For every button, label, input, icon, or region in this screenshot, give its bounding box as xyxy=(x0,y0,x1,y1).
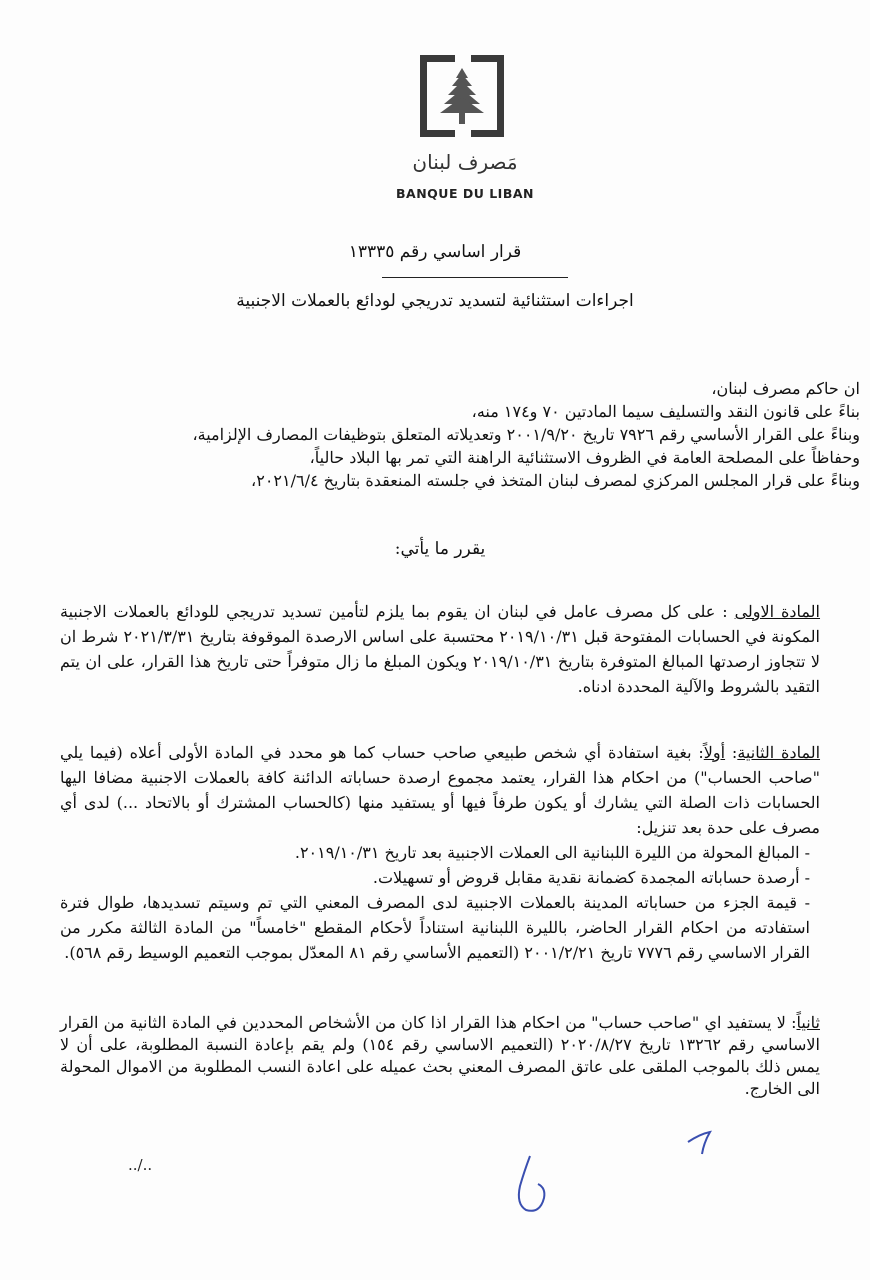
list-item: - أرصدة حساباته المجمدة كضمانة نقدية مقابل قروض أو تسهيلات. xyxy=(372,868,810,887)
cedar-logo-icon xyxy=(438,66,486,126)
preamble-line: وحفاظاً على المصلحة العامة في الظروف الاستثنائية الراهنة التي تمر بها البلاد حالياً، xyxy=(309,448,860,467)
section-2-label: ثانياً xyxy=(796,1013,820,1032)
section-1-label: أولاً xyxy=(703,743,726,762)
continuation-mark: ../.. xyxy=(128,1156,153,1174)
title-underline xyxy=(382,277,568,278)
initial-mark-icon xyxy=(680,1120,720,1160)
article-1 xyxy=(60,599,820,699)
article-2-section-2 xyxy=(60,1012,820,1100)
signature-icon xyxy=(500,1150,560,1220)
preamble xyxy=(70,377,860,492)
decision-subject: اجراءات استثنائية لتسديد تدريجي لودائع بالعملات الاجنبية xyxy=(236,291,634,311)
article-1-text: : على كل مصرف عامل في لبنان ان يقوم بما يلزم لتأمين تسديد تدريجي للودائع بالعملات الاجنبية المكونة في الحسابات المفتوحة قبل ٢٠١٩/١٠/٣١ محتسبة على اساس الارصدة الموقوفة بتاريخ ٢٠٢١/٣/٣١ شرط ان لا تتجاوز ارصدتها المبالغ المتوفرة بتاريخ ٢٠١٩/١٠/٣١ ويكون المبلغ ما زال متوفراً حتى تاريخ هذا القرار، على ان يتم التقيد بالشروط والآلية المحددة ادناه. xyxy=(60,602,821,696)
bank-name-french: BANQUE DU LIBAN xyxy=(396,186,534,201)
list-item: - قيمة الجزء من حساباته المدينة بالعملات الاجنبية لدى المصرف المعني التي تم وسيتم تسديدها، طوال فترة استفادته من احكام القرار الحاضر، بالليرة اللبنانية استناداً لأحكام المقطع "خامساً" من المادة الثالثة مكرر من القرار الاساسي رقم ٧٧٧٦ تاريخ ٢٠٠١/٢/٢١ (التعميم الأساسي رقم ٨١ المعدّل بموجب التعميم الوسيط رقم ٥٦٨). xyxy=(60,893,810,962)
article-2: المادة الثانية: أولاً: بغية استفادة أي شخص طبيعي صاحب حساب كما هو محدد في المادة الأولى أعلاه (فيما يلي "صاحب الحساب") من احكام هذا القرار، يعتمد مجموع ارصدة حساباته الدائنة كافة بالعملات الاجنبية مضافا اليها الحسابات ذات الصلة التي يشارك أو يكون طرفاً فيها أو يستفيد منها (كالحساب المشترك أو بالاتحاد ...) لدى أي مصرف على حدة بعد تنزيل: - المبالغ المحولة من الليرة اللبنانية الى العملات الاجنبية بعد تاريخ ٢٠١٩/١٠/٣١. - أرصدة حساباته المجمدة كضمانة نقدية مقابل قروض أو تسهيلات. - قيمة الجزء من حساباته المدينة بالعملات الاجنبية لدى المصرف المعني التي تم وسيتم تسديدها، طوال فترة استفادته من احكام القرار الحاضر، بالليرة اللبنانية استناداً لأحكام المقطع "خامساً" من المادة الثالثة مكرر من القرار الاساسي رقم ٧٧٧٦ تاريخ ٢٠٠١/٢/٢١ (التعميم الأساسي رقم ٨١ المعدّل بموجب التعميم الوسيط رقم ٥٦٨). xyxy=(60,740,820,965)
article-2-label: المادة الثانية xyxy=(737,743,821,762)
bank-name-arabic: مَصرف لبنان xyxy=(412,150,518,174)
article-1-label: المادة الاولى xyxy=(734,602,821,621)
list-item: - المبالغ المحولة من الليرة اللبنانية الى العملات الاجنبية بعد تاريخ ٢٠١٩/١٠/٣١. xyxy=(294,843,810,862)
section-1-text: : بغية استفادة أي شخص طبيعي صاحب حساب كما هو محدد في المادة الأولى أعلاه (فيما يلي "صاحب الحساب") من احكام هذا القرار، يعتمد مجموع ارصدة حساباته الدائنة كافة بالعملات الاجنبية مضافا اليها الحسابات ذات الصلة التي يشارك أو يكون طرفاً فيها أو يستفيد منها (كالحساب المشترك أو بالاتحاد ...) لدى أي مصرف على حدة بعد تنزيل: xyxy=(60,743,820,837)
decides-heading: يقرر ما يأتي: xyxy=(394,539,486,559)
preamble-line: ان حاكم مصرف لبنان، xyxy=(711,379,860,398)
decision-title: قرار اساسي رقم ١٣٣٣٥ xyxy=(348,242,522,262)
preamble-line: وبناءً على القرار الأساسي رقم ٧٩٢٦ تاريخ ٢٠٠١/٩/٢٠ وتعديلاته المتعلق بتوظيفات المصارف الإلزامية، xyxy=(192,425,860,444)
preamble-line: وبناءً على قرار المجلس المركزي لمصرف لبنان المتخذ في جلسته المنعقدة بتاريخ ٢٠٢١/٦/٤، xyxy=(251,471,860,490)
section-2-text: : لا يستفيد اي "صاحب حساب" من احكام هذا القرار اذا كان من الأشخاص المحددين في المادة الثانية من القرار الاساسي رقم ١٣٢٦٢ تاريخ ٢٠٢٠/٨/٢٧ (التعميم الاساسي رقم ١٥٤) ولم يقم بإعادة النسبة المطلوبة، على أن لا يمس ذلك بالموجب الملقى على عاتق المصرف المعني بحث عميله على اعادة النسب المطلوبة من الاموال المحولة الى الخارج. xyxy=(60,1013,820,1098)
preamble-line: بناءً على قانون النقد والتسليف سيما المادتين ٧٠ و١٧٤ منه، xyxy=(471,402,860,421)
